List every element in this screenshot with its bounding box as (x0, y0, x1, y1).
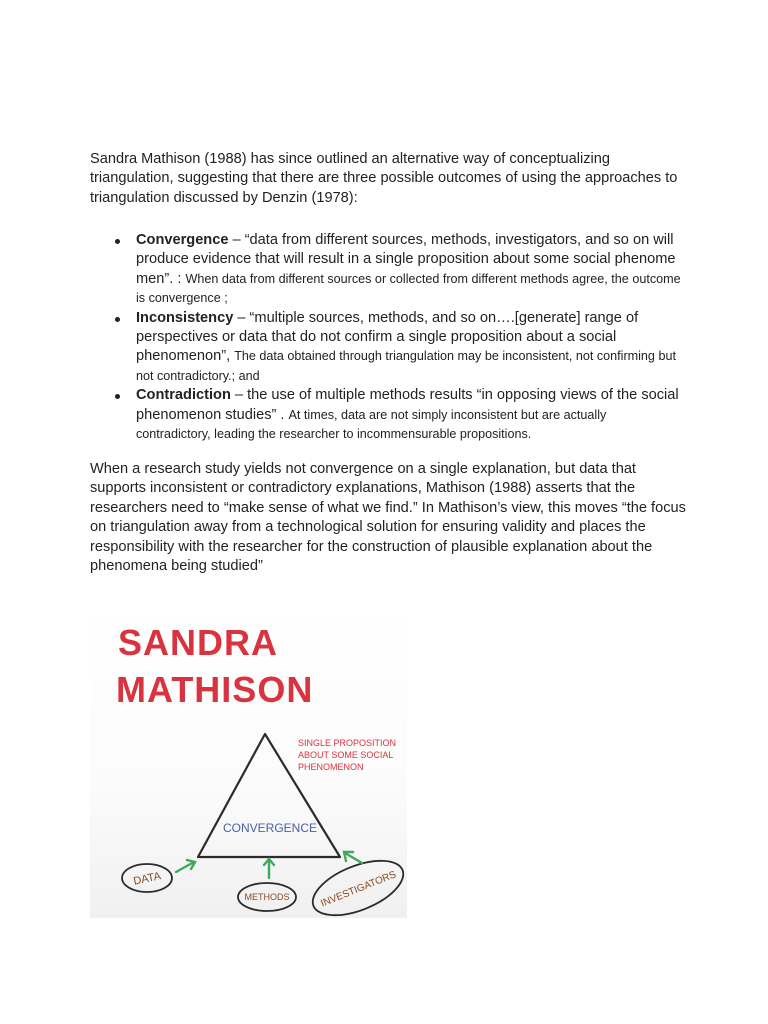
triangulation-diagram (90, 600, 407, 918)
investigators-arrow (345, 853, 362, 863)
data-label: DATA (132, 870, 163, 888)
list-item-convergence (112, 231, 682, 309)
figure-title-line1: SANDRA (118, 622, 279, 663)
quote-convergence: – “data from different sources, methods, investigators, and so on will produce evidence that will result in a single proposition about some social phenome men”. : (136, 232, 676, 287)
term-inconsistency: Inconsistency (136, 309, 234, 326)
note-inconsistency: The data obtained through triangulation may be inconsistent, not confirming but not contradictory.; and (136, 349, 676, 383)
outcomes-list (112, 231, 682, 444)
note-convergence: When data from different sources or collected from different methods agree, the outcome is convergence ; (136, 271, 681, 306)
methods-label: METHODS (244, 892, 290, 902)
term-contradiction: Contradiction (136, 387, 231, 404)
mathison-triangulation-image (90, 600, 407, 918)
figure-title-line2: MATHISON (116, 669, 314, 710)
conclusion-paragraph: When a research study yields not convergence on a single explanation, but data that supports inconsistent or contradictory explanations, Mathison (1988) asserts that the researchers need to “make sense of what we find.” In Mathison’s view, this moves “the focus on triangulation away from a technological solution for ensuring validity and places the responsibility with the researcher for the construction of plausible explanation about the phenomena being studied” (90, 461, 686, 575)
quote-inconsistency: – “multiple sources, methods, and so on….[generate] range of perspectives or data that do not confirm a single proposition about a social phenomenon”, (136, 309, 639, 365)
list-item-inconsistency (112, 309, 682, 387)
list-item-contradiction (112, 386, 682, 444)
intro-paragraph: Sandra Mathison (1988) has since outlined an alternative way of conceptualizing triangulation, suggesting that there are three possible outcomes of using the approaches to triangulation discussed by Denzin (1978): (90, 151, 678, 206)
annotation-line-2: ABOUT SOME SOCIAL (298, 750, 394, 760)
term-convergence: Convergence (136, 232, 229, 248)
note-contradiction: At times, data are not simply inconsistent but are actually contradictory, leading the researcher to incommensurable propositions. (136, 407, 607, 442)
quote-contradiction: – the use of multiple methods results “in opposing views of the social phenomenon studies” . (136, 387, 679, 423)
convergence-label: CONVERGENCE (222, 821, 318, 835)
annotation-line-1: SINGLE PROPOSITION (298, 738, 397, 748)
investigators-label: INVESTIGATORS (319, 869, 398, 910)
annotation-line-3: PHENOMENON (298, 762, 364, 772)
